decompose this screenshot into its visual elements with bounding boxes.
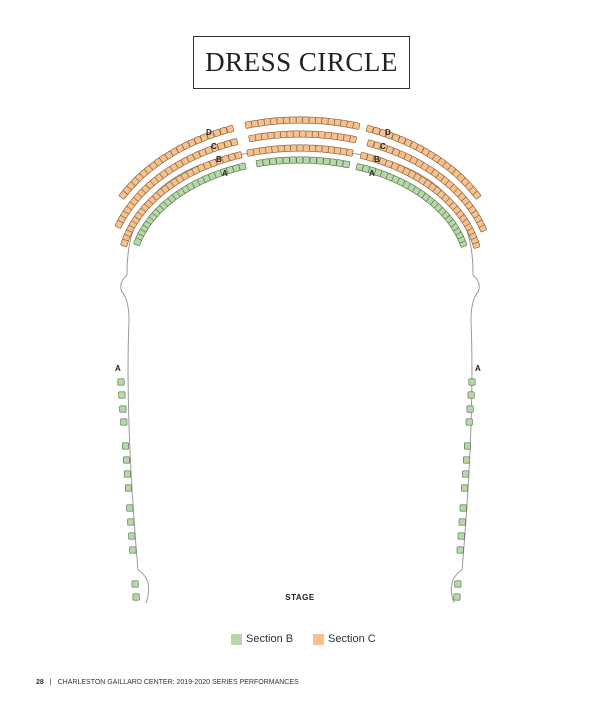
right-box-seat[interactable]	[466, 419, 472, 425]
row-b-seat[interactable]	[278, 145, 285, 152]
row-d-seat[interactable]	[328, 118, 335, 125]
row-a-seat[interactable]	[336, 159, 343, 166]
row-b-seat[interactable]	[322, 146, 329, 153]
row-c-seat[interactable]	[274, 132, 281, 139]
row-a-seat[interactable]	[296, 157, 302, 163]
row-b-seat[interactable]	[297, 145, 303, 151]
legend-item-section-c	[313, 633, 376, 645]
row-d-seat[interactable]	[277, 117, 284, 124]
row-a-seat[interactable]	[276, 157, 283, 164]
row-d-seat[interactable]	[334, 119, 341, 126]
row-c-seat[interactable]	[312, 131, 319, 138]
right-box-seat[interactable]	[464, 443, 470, 449]
page-title: DRESS CIRCLE	[205, 47, 398, 77]
row-c-seat[interactable]	[324, 132, 331, 139]
row-a-seat[interactable]	[356, 163, 364, 171]
side-row-label-left: A	[115, 364, 121, 373]
row-b-seat[interactable]	[271, 146, 278, 153]
footer-separator: |	[49, 679, 52, 686]
legend-label-section-c: Section C	[328, 633, 376, 645]
row-d-seat[interactable]	[309, 117, 316, 124]
row-label-d-left: D	[206, 128, 212, 137]
row-b-seat[interactable]	[284, 145, 291, 152]
row-c-seat[interactable]	[267, 132, 274, 139]
row-c-seat[interactable]	[287, 131, 294, 138]
left-box-seat[interactable]	[133, 594, 139, 600]
row-a-seat[interactable]	[316, 157, 323, 164]
right-box-seat[interactable]	[457, 547, 463, 553]
right-box-seat[interactable]	[459, 519, 465, 525]
row-label-c-left: C	[211, 142, 217, 151]
left-box-seat[interactable]	[128, 519, 134, 525]
right-box-seat[interactable]	[455, 581, 461, 587]
row-c-seat[interactable]	[331, 133, 338, 140]
row-b-seat[interactable]	[290, 145, 297, 152]
left-box-seat[interactable]	[118, 379, 124, 385]
stage-label: STAGE	[285, 593, 315, 602]
row-c-seat[interactable]	[249, 135, 256, 142]
row-b-seat[interactable]	[303, 145, 310, 152]
footer-text: CHARLESTON GAILLARD CENTER: 2019-2020 SERIES PERFORMANCES	[57, 679, 299, 686]
row-b-seat[interactable]	[328, 146, 335, 153]
row-a-seat[interactable]	[343, 161, 350, 168]
side-row-label-right: A	[475, 364, 481, 373]
left-box-seat[interactable]	[124, 471, 130, 477]
row-d-seat[interactable]	[270, 118, 277, 125]
row-label-a-right: A	[369, 169, 375, 178]
row-b-seat[interactable]	[247, 149, 255, 157]
hall-wall-outline	[121, 150, 479, 603]
left-box-seat[interactable]	[121, 419, 127, 425]
row-a-seat[interactable]	[269, 158, 276, 165]
left-box-seat[interactable]	[132, 581, 138, 587]
left-box-seat[interactable]	[119, 392, 125, 398]
row-a-seat[interactable]	[283, 157, 290, 164]
row-c-seat[interactable]	[337, 133, 344, 140]
right-box-seat[interactable]	[463, 457, 469, 463]
row-d-seat[interactable]	[296, 117, 302, 123]
footer	[36, 679, 299, 686]
row-c-seat[interactable]	[280, 131, 287, 138]
left-box-seat[interactable]	[125, 485, 131, 491]
right-box-seat[interactable]	[454, 594, 460, 600]
legend-item-section-b	[231, 633, 293, 645]
right-box-seat[interactable]	[458, 533, 464, 539]
row-a-seat[interactable]	[263, 159, 270, 166]
row-a-seat[interactable]	[303, 157, 310, 164]
left-box-seat[interactable]	[129, 533, 135, 539]
row-a-seat[interactable]	[330, 159, 337, 166]
left-box-seat[interactable]	[120, 406, 126, 412]
row-b-seat[interactable]	[315, 145, 322, 152]
row-c-seat[interactable]	[367, 140, 375, 148]
row-d-seat[interactable]	[283, 117, 290, 124]
row-label-c-right: C	[380, 142, 386, 151]
section-b-swatch	[231, 634, 242, 645]
row-a-seat[interactable]	[323, 158, 330, 165]
row-a-seat[interactable]	[310, 157, 317, 164]
row-c-seat[interactable]	[299, 131, 305, 137]
row-c-seat[interactable]	[293, 131, 299, 137]
row-d-seat[interactable]	[315, 117, 322, 124]
row-label-d-right: D	[385, 128, 391, 137]
row-c-seat[interactable]	[318, 131, 325, 138]
right-box-seat[interactable]	[468, 392, 474, 398]
row-d-seat[interactable]	[264, 118, 271, 125]
section-c-swatch	[313, 634, 324, 645]
row-d-seat[interactable]	[302, 117, 309, 124]
left-box-seat[interactable]	[130, 547, 136, 553]
row-a-seats	[133, 157, 467, 248]
right-box-seat[interactable]	[461, 485, 467, 491]
right-box-seat[interactable]	[467, 406, 473, 412]
row-a-seat[interactable]	[256, 160, 263, 167]
row-label-a-left: A	[222, 169, 228, 178]
left-box-seat[interactable]	[122, 443, 128, 449]
page-number: 28	[36, 679, 44, 686]
right-box-seat[interactable]	[462, 471, 468, 477]
row-b-seat[interactable]	[360, 152, 368, 160]
row-d-seat[interactable]	[366, 125, 374, 133]
row-a-seat[interactable]	[290, 157, 297, 164]
side-box-seats	[118, 379, 475, 600]
row-label-b-right: B	[374, 155, 380, 164]
legend-label-section-b: Section B	[246, 633, 294, 645]
row-d-seat[interactable]	[290, 117, 297, 124]
row-c-seat[interactable]	[306, 131, 313, 138]
right-box-seat[interactable]	[469, 379, 475, 385]
left-box-seat[interactable]	[127, 505, 133, 511]
right-box-seat[interactable]	[460, 505, 466, 511]
row-label-b-left: B	[216, 155, 222, 164]
row-d-seat[interactable]	[245, 121, 252, 128]
row-d-seat[interactable]	[321, 118, 328, 125]
left-box-seat[interactable]	[123, 457, 129, 463]
row-b-seat[interactable]	[309, 145, 316, 152]
